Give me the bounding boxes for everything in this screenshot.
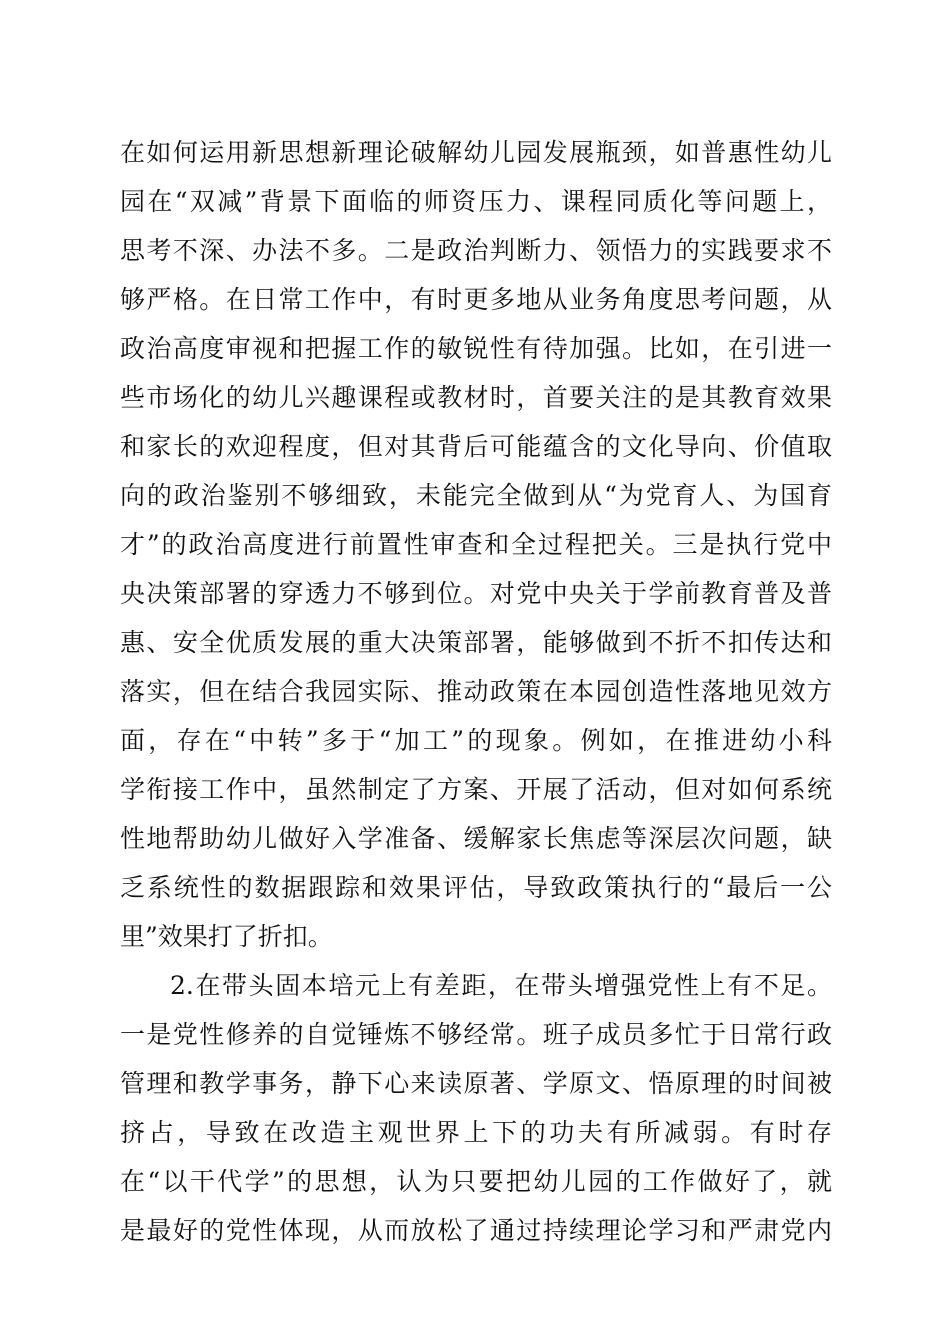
text-line: 在“以干代学”的思想，认为只要把幼儿园的工作做好了，就 [120, 1167, 832, 1196]
text-line: 管理和教学事务，静下心来读原著、学原文、悟原理的时间被 [120, 1069, 832, 1098]
text-line: 学衔接工作中，虽然制定了方案、开展了活动，但对如何系统 [120, 775, 832, 804]
text-line: 落实，但在结合我园实际、推动政策在本园创造性落地见效方 [120, 677, 832, 706]
text-line: 乏系统性的数据跟踪和效果评估，导致政策执行的“最后一公 [120, 873, 832, 902]
text-line: 够严格。在日常工作中，有时更多地从业务角度思考问题，从 [120, 285, 832, 314]
text-line: 面，存在“中转”多于“加工”的现象。例如，在推进幼小科 [120, 726, 832, 755]
text-line: 些市场化的幼儿兴趣课程或教材时，首要关注的是其教育效果 [120, 383, 832, 412]
text-line: 里”效果打了折扣。 [120, 922, 333, 951]
text-line: 挤占，导致在改造主观世界上下的功夫有所减弱。有时存 [120, 1118, 832, 1147]
text-line: 政治高度审视和把握工作的敏锐性有待加强。比如，在引进一 [120, 334, 832, 363]
text-line: 是最好的党性体现，从而放松了通过持续理论学习和严肃党内 [120, 1216, 832, 1245]
text-line: 向的政治鉴别不够细致，未能完全做到从“为党育人、为国育 [120, 481, 832, 510]
text-line: 一是党性修养的自觉锤炼不够经常。班子成员多忙于日常行政 [120, 1020, 832, 1049]
text-line: 惠、安全优质发展的重大决策部署，能够做到不折不扣传达和 [120, 628, 832, 657]
text-line: 和家长的欢迎程度，但对其背后可能蕴含的文化导向、价值取 [120, 432, 832, 461]
text-line: 思考不深、办法不多。二是政治判断力、领悟力的实践要求不 [120, 236, 832, 265]
text-line: 性地帮助幼儿做好入学准备、缓解家长焦虑等深层次问题，缺 [120, 824, 832, 853]
text-line: 才”的政治高度进行前置性审查和全过程把关。三是执行党中 [120, 530, 832, 559]
text-line: 园在“双减”背景下面临的师资压力、课程同质化等问题上， [120, 187, 832, 216]
section-heading: 2.在带头固本培元上有差距，在带头增强党性上有不足。 [170, 971, 832, 1000]
text-line: 在如何运用新思想新理论破解幼儿园发展瓶颈，如普惠性幼儿 [120, 138, 832, 167]
text-line: 央决策部署的穿透力不够到位。对党中央关于学前教育普及普 [120, 579, 832, 608]
